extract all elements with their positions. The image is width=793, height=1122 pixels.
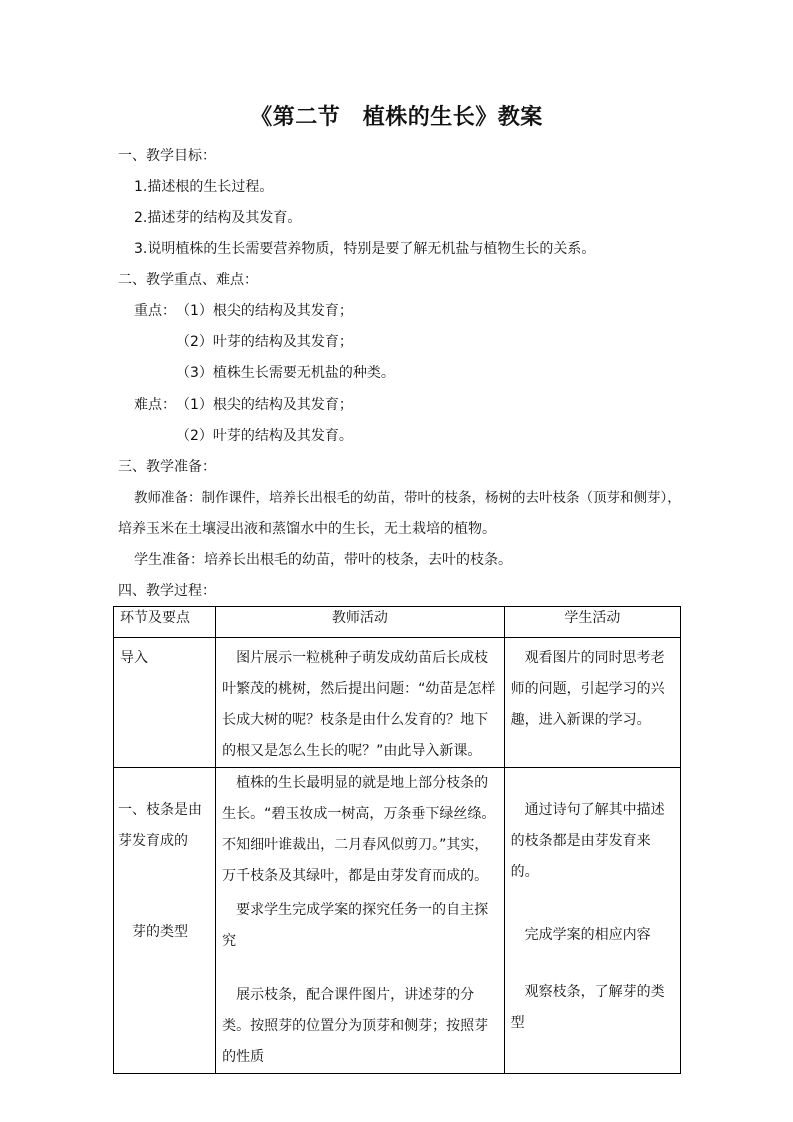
difficult-label: 难点： bbox=[134, 397, 176, 413]
key-item: （2）叶芽的结构及其发育； bbox=[176, 334, 353, 350]
difficult-item: （1）根尖的结构及其发育； bbox=[176, 397, 353, 413]
prep-heading: 三、教学准备： bbox=[118, 459, 216, 475]
teacher-activity: 图片展示一粒桃种子萌发成幼苗后长成枝叶繁茂的桃树，然后提出问题：“幼苗是怎样长成大树的呢？枝条是由什么发育的？地下的根又是怎么生长的呢？”由此导入新课。 bbox=[222, 650, 496, 759]
header-stage: 环节及要点 bbox=[120, 610, 190, 626]
table-cell bbox=[504, 638, 680, 768]
header-teacher: 教师活动 bbox=[331, 610, 388, 626]
teacher-activity: 要求学生完成学案的探究任务一的自主探究 bbox=[222, 902, 489, 949]
page-title: 《第二节 植株的生长》教案 bbox=[250, 105, 543, 130]
table-header-row bbox=[114, 607, 681, 638]
goal-item: 3.说明植株的生长需要营养物质，特别是要了解无机盐与植物生长的关系。 bbox=[134, 241, 596, 257]
goal-item: 2.描述芽的结构及其发育。 bbox=[134, 210, 302, 226]
table-cell bbox=[216, 768, 505, 1074]
student-activity: 观察枝条，了解芽的类型 bbox=[510, 984, 665, 1031]
stage-intro: 导入 bbox=[120, 650, 148, 666]
stage-bud-types: 芽的类型 bbox=[118, 924, 188, 940]
difficult-item: （2）叶芽的结构及其发育。 bbox=[176, 428, 353, 444]
header-cell bbox=[114, 607, 216, 638]
key-label: 重点： bbox=[134, 303, 176, 319]
table-cell bbox=[114, 638, 216, 768]
student-activity: 观看图片的同时思考老师的问题，引起学习的兴趣，进入新课的学习。 bbox=[510, 650, 665, 728]
process-heading: 四、教学过程： bbox=[118, 583, 216, 599]
student-activity: 完成学案的相应内容 bbox=[510, 927, 651, 943]
header-cell bbox=[504, 607, 680, 638]
table-cell bbox=[216, 638, 505, 768]
stage-branch: 一、枝条是由芽发育成的 bbox=[118, 802, 202, 849]
goals-heading: 一、教学目标： bbox=[118, 148, 216, 164]
key-item: （1）根尖的结构及其发育； bbox=[176, 303, 353, 319]
student-prep: 学生准备：培养长出根毛的幼苗，带叶的枝条，去叶的枝条。 bbox=[134, 552, 512, 568]
teacher-activity: 植株的生长最明显的就是地上部分枝条的生长。“碧玉妆成一树高，万条垂下绿丝绦。不知细叶谁裁出，二月春风似剪刀。”其实，万千枝条及其绿叶，都是由芽发育而成的。 bbox=[222, 775, 496, 884]
student-activity: 通过诗句了解其中描述的枝条都是由芽发育来的。 bbox=[510, 802, 665, 880]
goal-item: 1.描述根的生长过程。 bbox=[134, 179, 274, 195]
key-item: （3）植株生长需要无机盐的种类。 bbox=[176, 365, 395, 381]
table-row bbox=[114, 638, 681, 768]
teacher-prep-cont: 培养玉米在土壤浸出液和蒸馏水中的生长，无土栽培的植物。 bbox=[118, 521, 496, 537]
table-cell bbox=[114, 768, 216, 1074]
header-cell bbox=[216, 607, 505, 638]
header-student: 学生活动 bbox=[564, 610, 621, 626]
teacher-prep: 教师准备：制作课件，培养长出根毛的幼苗，带叶的枝条，杨树的去叶枝条（顶芽和侧芽）， bbox=[134, 490, 681, 506]
process-table bbox=[113, 606, 681, 1074]
table-cell bbox=[504, 768, 680, 1074]
keypoints-heading: 二、教学重点、难点： bbox=[118, 272, 258, 288]
table-row bbox=[114, 768, 681, 1074]
teacher-activity: 展示枝条，配合课件图片，讲述芽的分类。按照芽的位置分为顶芽和侧芽；按照芽的性质 bbox=[222, 987, 489, 1065]
